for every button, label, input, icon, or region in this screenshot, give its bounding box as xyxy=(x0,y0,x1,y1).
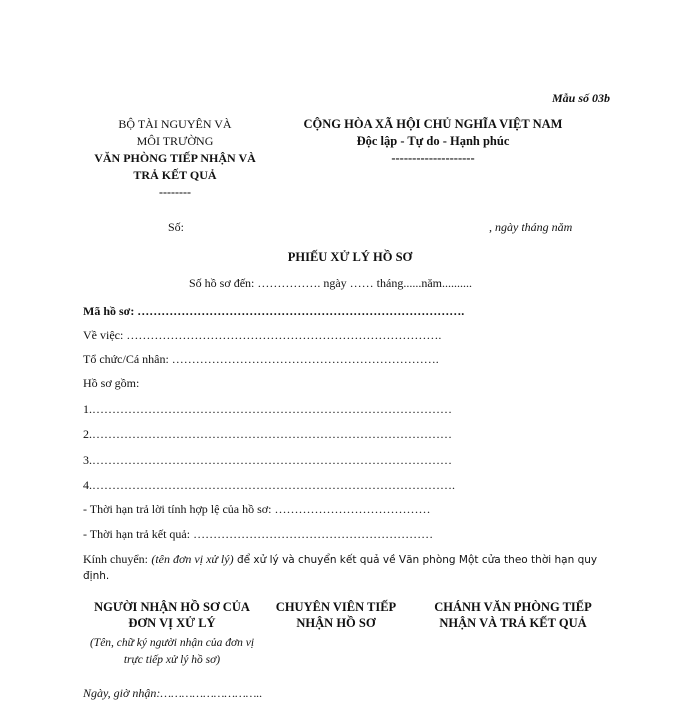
issuing-agency-header xyxy=(80,116,270,201)
office-name-line2: TRẢ KẾT QUẢ xyxy=(133,168,217,182)
received-time-line: Ngày, giờ nhận:……………………….. xyxy=(83,686,263,700)
country-name: CỘNG HÒA XÃ HỘI CHỦ NGHĨA VIỆT NAM xyxy=(303,117,563,131)
national-header xyxy=(278,116,588,167)
subject-line: Về việc: ……………………………………………………………………. xyxy=(83,328,442,342)
chief-title: CHÁNH VĂN PHÒNG TIẾP NHẬN VÀ TRẢ KẾT QUẢ xyxy=(434,600,592,630)
ministry-name-line2: MÔI TRƯỜNG xyxy=(136,134,214,148)
office-name-line1: VĂN PHÒNG TIẾP NHẬN VÀ xyxy=(94,151,256,165)
dossier-item-2: 2.……………………………………………………………………………… xyxy=(83,427,452,441)
receiver-note: (Tên, chữ ký người nhận của đơn vị trực tiếp xử lý hồ sơ) xyxy=(89,637,255,666)
national-motto: Độc lập - Tự do - Hạnh phúc xyxy=(356,134,510,148)
file-code-line: Mã hồ sơ: ………………………………………………………………………. xyxy=(83,304,465,318)
validity-deadline-line: - Thời hạn trả lời tính hợp lệ của hồ sơ: ………………………………… xyxy=(83,502,431,516)
document-number-label: Số: xyxy=(168,220,185,234)
dossier-item-1: 1.……………………………………………………………………………… xyxy=(83,402,452,416)
right-divider: -------------------- xyxy=(391,151,475,165)
forward-text: để xử lý và chuyển kết quả về Văn phòng Một cửa theo thời hạn quy định. xyxy=(83,554,598,582)
forward-instruction xyxy=(83,551,618,584)
receiver-title: NGƯỜI NHẬN HỒ SƠ CỦA ĐƠN VỊ XỬ LÝ xyxy=(94,600,250,630)
dossier-includes-label: Hồ sơ gồm: xyxy=(83,376,140,390)
processing-unit-note: (tên đơn vị xử lý) xyxy=(151,552,234,566)
date-line: , ngày tháng năm xyxy=(489,220,573,234)
receiver-signature-block xyxy=(82,599,262,669)
received-file-line: Số hồ sơ đến: ……………. ngày …… tháng......năm.......... xyxy=(189,276,472,290)
left-divider: -------- xyxy=(159,185,191,199)
specialist-signature-block xyxy=(263,599,409,631)
dossier-item-4: 4.………………………………………………………………………………. xyxy=(83,478,455,492)
page-title: PHIẾU XỬ LÝ HỒ SƠ xyxy=(287,250,413,264)
specialist-title: CHUYÊN VIÊN TIẾP NHẬN HỒ SƠ xyxy=(275,600,397,630)
result-deadline-line: - Thời hạn trả kết quả: …………………………………………………… xyxy=(83,527,434,541)
chief-signature-block xyxy=(418,599,608,631)
organization-line: Tổ chức/Cá nhân: …………………………………………………………. xyxy=(83,352,439,366)
dossier-item-3: 3.……………………………………………………………………………… xyxy=(83,453,452,467)
form-number: Mẫu số 03b xyxy=(552,91,611,105)
ministry-name-line1: BỘ TÀI NGUYÊN VÀ xyxy=(118,117,232,131)
forward-label: Kính chuyển: xyxy=(83,552,148,566)
